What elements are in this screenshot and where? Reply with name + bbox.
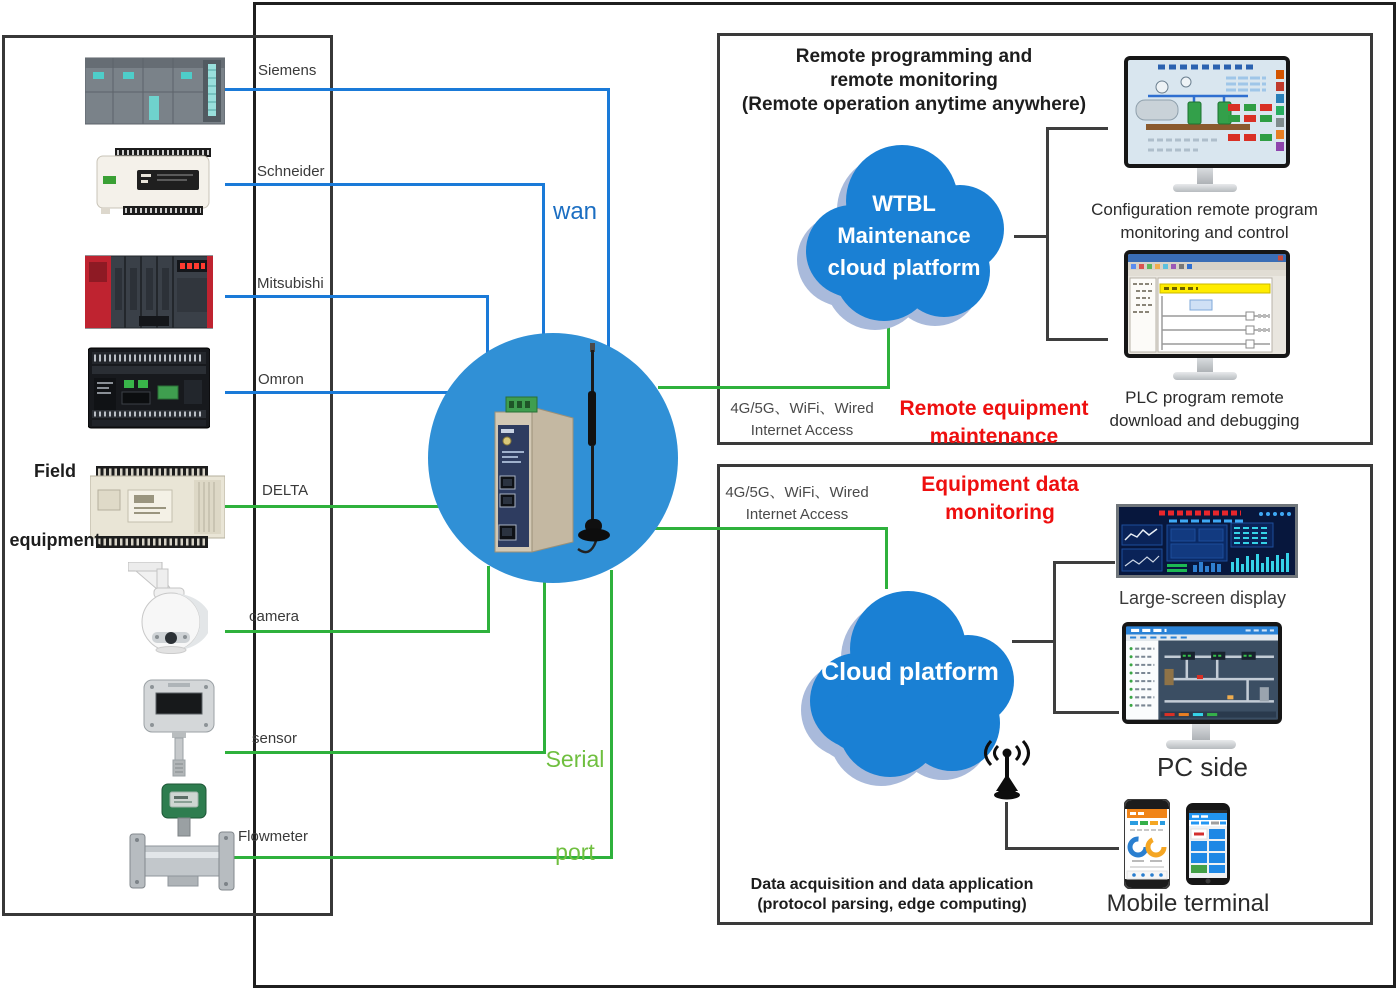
schneider-plc-image (95, 148, 217, 216)
serial-port-label-line2: port (555, 839, 595, 865)
schneider-wan-line-drop (542, 183, 545, 337)
device-label-delta: DELTA (262, 482, 309, 499)
scada-monitor (1124, 56, 1290, 168)
camera-serial-line (225, 630, 490, 633)
device-label-flowmeter: Flowmeter (238, 828, 309, 845)
device-label-camera: camera (249, 608, 300, 625)
camera-image (128, 562, 208, 654)
mobile-phone-1-image (1124, 799, 1170, 889)
data-monitoring-highlight (885, 471, 1115, 527)
scada-monitor-neck (1197, 168, 1213, 184)
plc-ide-screen-image (1128, 254, 1286, 354)
scada-caption-line1: Configuration remote program (1091, 200, 1318, 219)
mobile-phone-2-image (1186, 803, 1230, 885)
remote-maintenance-highlight-line2: maintenance (929, 425, 1059, 448)
remote-panel-title-line1: Remote programming and (795, 46, 1033, 67)
device-label-siemens: Siemens (258, 62, 317, 79)
wtbl-cloud-line3: cloud platform (827, 255, 981, 280)
cloudplatform-bracket-bottom-stub (1053, 711, 1119, 714)
wtbl-cloud-line1: WTBL (872, 191, 936, 216)
field-equipment-title-line2: equipment (9, 530, 101, 550)
flowmeter-image (128, 782, 236, 908)
data-acquisition-footer-line1: Data acquisition and data application (750, 876, 1034, 893)
wan-label: wan (553, 198, 598, 225)
plc-ide-monitor-caption (1072, 386, 1337, 432)
mitsubishi-wan-line (225, 295, 489, 298)
pc-screen-image (1126, 626, 1278, 720)
serial-port-label-line1: Serial (545, 746, 605, 772)
wireless-antenna-icon (972, 738, 1042, 802)
scada-monitor-base (1173, 184, 1237, 192)
device-label-mitsubishi: Mitsubishi (257, 275, 324, 292)
wtbl-cloud-label (795, 188, 1013, 284)
sensor-image (140, 676, 218, 778)
remote-panel-title-line3: (Remote operation anytime anywhere) (741, 94, 1087, 115)
gateway-to-cloud-platform-drop (885, 527, 888, 589)
pc-caption: PC side (1156, 752, 1249, 782)
siemens-wan-line (225, 88, 610, 91)
flowmeter-serial-riser (610, 570, 613, 859)
device-label-schneider: Schneider (257, 163, 325, 180)
remote-access-line2: Internet Access (750, 422, 854, 439)
sensor-serial-line (225, 751, 546, 754)
industrial-router-image (428, 333, 678, 583)
gateway-to-wtbl-cloud-line (658, 386, 890, 389)
siemens-plc-image (85, 52, 225, 130)
scada-monitor-caption (1072, 198, 1337, 244)
omron-wan-line (225, 391, 449, 394)
delta-serial-line (225, 505, 441, 508)
device-label-sensor: sensor (252, 730, 298, 747)
data-monitoring-highlight-line2: monitoring (945, 501, 1055, 524)
scada-screen-image (1128, 60, 1286, 164)
cloudplatform-bracket-vertical (1053, 561, 1056, 714)
scada-caption-line2: monitoring and control (1120, 223, 1289, 242)
data-acquisition-footer (722, 875, 1062, 915)
plc-ide-monitor (1124, 250, 1290, 358)
remote-access-text (722, 398, 882, 442)
remote-panel-title-line2: remote monitoring (830, 70, 998, 91)
data-acquisition-footer-line2: (protocol parsing, edge computing) (757, 896, 1027, 913)
plc-ide-monitor-neck (1197, 358, 1213, 372)
remote-maintenance-highlight (880, 395, 1108, 451)
remote-access-line1: 4G/5G、WiFi、Wired (730, 400, 874, 417)
delta-plc-image (90, 466, 225, 548)
data-monitoring-highlight-line1: Equipment data (921, 473, 1079, 496)
antenna-to-mobile-line (1005, 847, 1119, 850)
field-equipment-title (2, 414, 108, 598)
wtbl-bracket-bottom-stub (1046, 338, 1108, 341)
serial-port-label (541, 682, 609, 930)
antenna-drop-line (1005, 802, 1008, 850)
wtbl-bracket-top-stub (1046, 127, 1108, 130)
plc-ide-caption-line1: PLC program remote (1125, 388, 1284, 407)
plc-ide-monitor-base (1173, 372, 1237, 380)
data-access-text (716, 482, 878, 526)
data-access-line2: Internet Access (745, 506, 849, 523)
mobile-caption: Mobile terminal (1106, 890, 1270, 917)
device-label-omron: Omron (258, 371, 304, 388)
data-access-line1: 4G/5G、WiFi、Wired (725, 484, 869, 501)
dashboard-screen-image (1119, 507, 1295, 575)
cloudplatform-bracket-top-stub (1053, 561, 1115, 564)
large-screen-display (1116, 504, 1298, 578)
remote-panel-title (734, 45, 1094, 117)
remote-maintenance-highlight-line1: Remote equipment (899, 397, 1089, 420)
wtbl-bracket-vertical (1046, 127, 1049, 341)
gateway-hub-circle (428, 333, 678, 583)
pc-monitor-base (1166, 740, 1236, 749)
field-equipment-title-line1: Field (33, 461, 76, 481)
schneider-wan-line (225, 183, 545, 186)
plc-ide-caption-line2: download and debugging (1109, 411, 1300, 430)
siemens-wan-line-drop (607, 88, 610, 350)
pc-monitor (1122, 622, 1282, 724)
large-screen-caption: Large-screen display (1118, 588, 1287, 608)
pc-monitor-neck (1192, 724, 1210, 740)
wtbl-cloud-line2: Maintenance (837, 223, 971, 248)
cloud-platform-label: Cloud platform (821, 658, 999, 686)
gateway-to-cloud-platform-line (655, 527, 888, 530)
mitsubishi-plc-image (85, 252, 213, 332)
